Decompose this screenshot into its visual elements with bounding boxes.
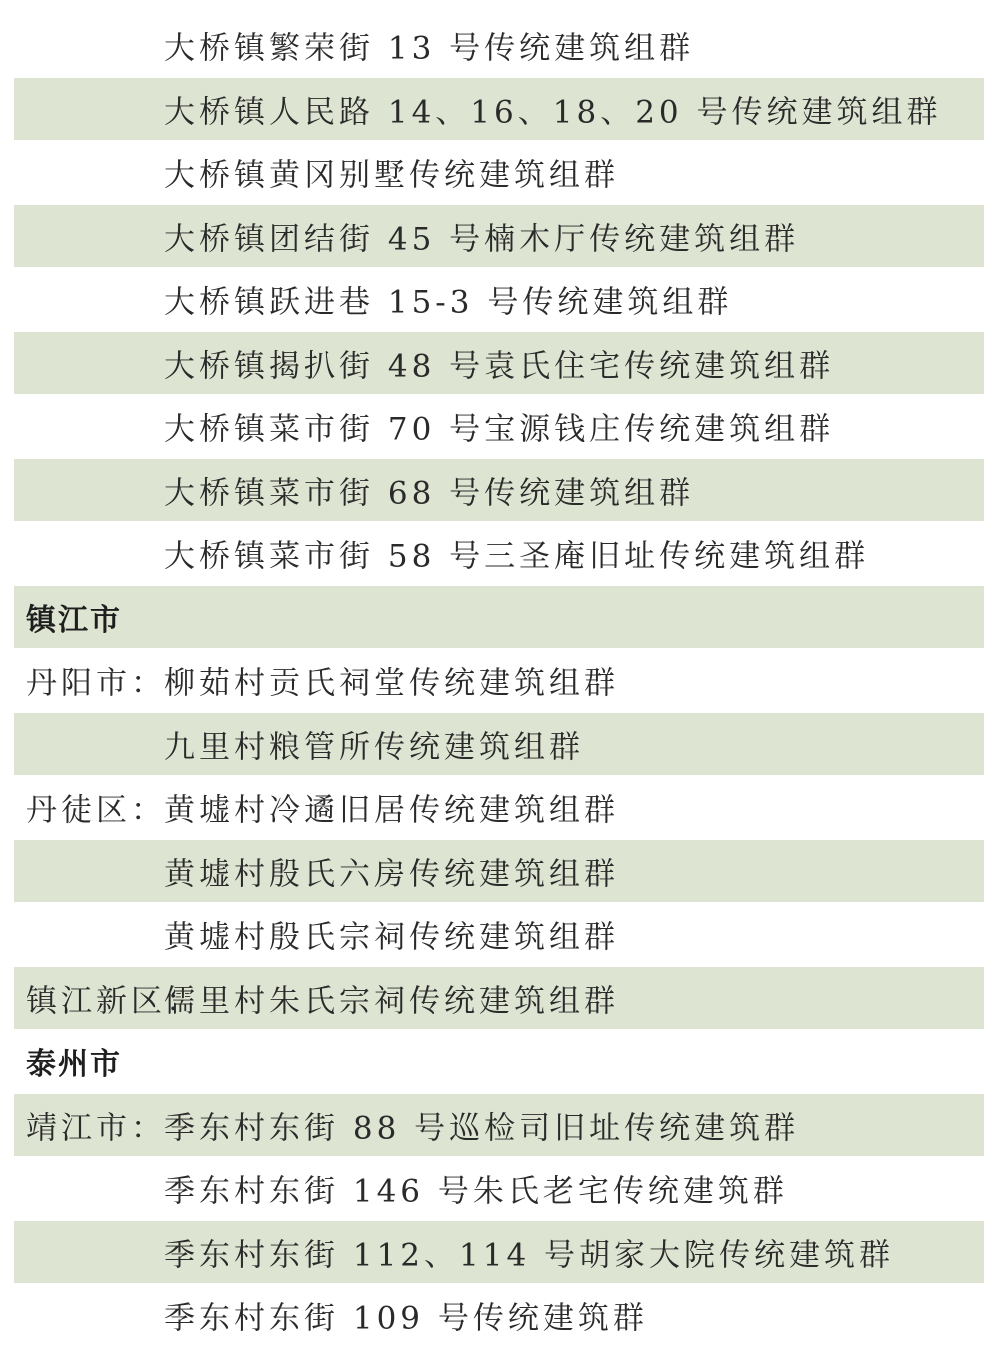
building-group-name: 季东村东街 146 号朱氏老宅传统建筑群 — [164, 1173, 788, 1210]
building-group-name: 黄墟村冷遹旧居传统建筑组群 — [164, 792, 619, 829]
list-row — [14, 269, 984, 333]
building-group-name: 大桥镇揭扒街 48 号袁氏住宅传统建筑组群 — [164, 348, 835, 385]
list-row — [14, 332, 984, 396]
district-label: 镇江新区： — [26, 983, 201, 1020]
building-group-name: 大桥镇跃进巷 15-3 号传统建筑组群 — [164, 284, 733, 321]
city-heading: 镇江市 — [26, 602, 122, 638]
building-group-name: 大桥镇人民路 14、16、18、20 号传统建筑组群 — [164, 94, 942, 131]
building-group-name: 大桥镇黄冈别墅传统建筑组群 — [164, 157, 619, 194]
list-row — [14, 1158, 984, 1222]
list-row — [14, 777, 984, 841]
city-header-row — [14, 1031, 984, 1095]
list-row — [14, 459, 984, 523]
building-group-name: 季东村东街 112、114 号胡家大院传统建筑群 — [164, 1237, 895, 1274]
district-label: 丹阳市： — [26, 665, 166, 702]
building-group-name: 柳茹村贡氏祠堂传统建筑组群 — [164, 665, 619, 702]
building-group-name: 大桥镇团结街 45 号楠木厅传统建筑组群 — [164, 221, 800, 258]
list-row — [14, 523, 984, 587]
list-row — [14, 904, 984, 968]
building-group-name: 黄墟村殷氏六房传统建筑组群 — [164, 856, 619, 893]
city-header-row — [14, 586, 984, 650]
city-heading: 泰州市 — [26, 1047, 122, 1083]
list-row — [14, 142, 984, 206]
list-row — [14, 713, 984, 777]
building-group-name: 黄墟村殷氏宗祠传统建筑组群 — [164, 919, 619, 956]
list-row — [14, 967, 984, 1031]
list-row — [14, 650, 984, 714]
list-row — [14, 13, 984, 78]
building-group-name: 季东村东街 109 号传统建筑群 — [164, 1300, 648, 1337]
building-group-name: 九里村粮管所传统建筑组群 — [164, 729, 584, 766]
list-row — [14, 396, 984, 460]
building-group-name: 大桥镇菜市街 70 号宝源钱庄传统建筑组群 — [164, 411, 835, 448]
list-row — [14, 205, 984, 269]
list-row — [14, 78, 984, 142]
list-row — [14, 840, 984, 904]
list-row — [14, 1221, 984, 1285]
list-row — [14, 1285, 984, 1349]
heritage-list-table — [14, 13, 984, 1348]
building-group-name: 季东村东街 88 号巡检司旧址传统建筑群 — [164, 1110, 800, 1147]
building-group-name: 儒里村朱氏宗祠传统建筑组群 — [164, 983, 619, 1020]
building-group-name: 大桥镇繁荣街 13 号传统建筑组群 — [164, 30, 695, 66]
building-group-name: 大桥镇菜市街 58 号三圣庵旧址传统建筑组群 — [164, 538, 870, 575]
building-group-name: 大桥镇菜市街 68 号传统建筑组群 — [164, 475, 695, 512]
list-row — [14, 1094, 984, 1158]
district-label: 靖江市： — [26, 1110, 166, 1147]
district-label: 丹徒区： — [26, 792, 166, 829]
